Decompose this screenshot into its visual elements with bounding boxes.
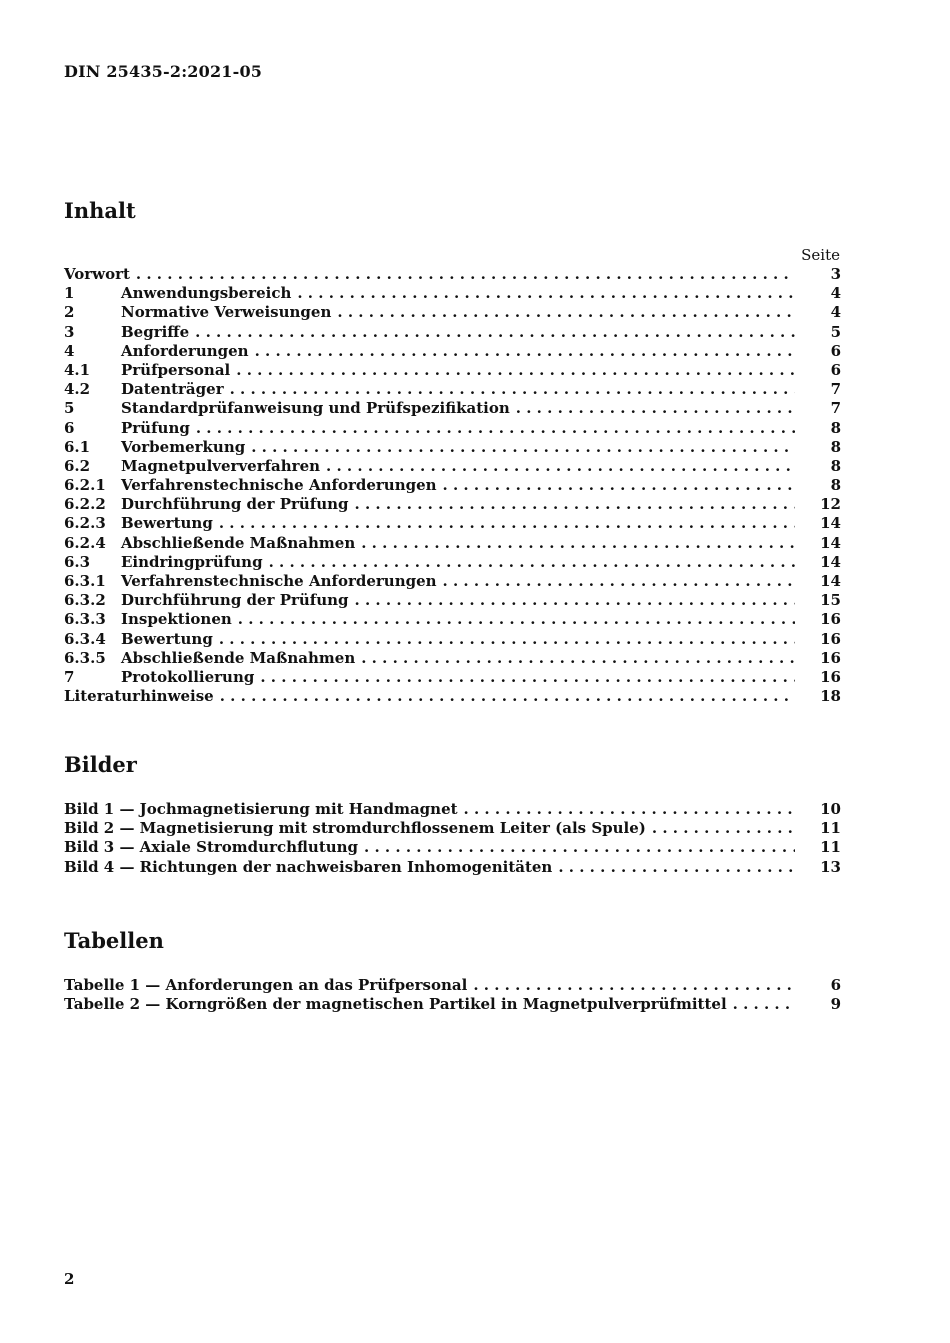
toc-entry-title: Tabelle 2 — Korngrößen der magnetischen Partikel in Magnetpulverprüfmittel <box>64 995 727 1014</box>
toc-entry[interactable] <box>64 323 841 342</box>
toc-entry-number: 3 <box>64 322 75 341</box>
toc-entry-title: Inspektionen <box>121 610 232 629</box>
toc-entry-title: Anforderungen <box>121 341 249 360</box>
dot-leader <box>219 630 795 649</box>
toc-entry-title: Eindringprüfung <box>121 552 263 571</box>
tables-heading: Tabellen <box>64 928 164 953</box>
toc-entry-number: 5 <box>64 399 75 418</box>
tables-list <box>64 976 841 1014</box>
toc-entry[interactable] <box>64 342 841 361</box>
toc-entry-page: 16 <box>820 629 841 648</box>
dot-leader <box>251 438 795 457</box>
toc-entry-title: Anwendungsbereich <box>121 284 292 303</box>
toc-entry-title: Protokollierung <box>121 667 255 686</box>
toc-entry-title: Bewertung <box>121 514 213 533</box>
toc-entry-number: 6.2.1 <box>64 476 106 495</box>
toc-entry-page: 8 <box>830 418 841 437</box>
toc-entry[interactable] <box>64 265 841 284</box>
contents-heading: Inhalt <box>64 198 136 223</box>
dot-leader <box>443 476 795 495</box>
toc-entry-page: 13 <box>820 857 841 876</box>
toc-entry-page: 11 <box>820 819 841 838</box>
toc-entry-title: Vorbemerkung <box>121 437 246 456</box>
toc-entry[interactable] <box>64 380 841 399</box>
dot-leader <box>364 838 795 857</box>
contents-list <box>64 265 841 706</box>
toc-entry[interactable] <box>64 514 841 533</box>
toc-entry-title: Tabelle 1 — Anforderungen an das Prüfpersonal <box>64 976 468 994</box>
dot-leader <box>337 303 795 322</box>
toc-entry[interactable] <box>64 610 841 629</box>
dot-leader <box>255 342 795 361</box>
toc-entry-title: Begriffe <box>121 322 190 341</box>
toc-entry-number: 2 <box>64 303 75 322</box>
toc-entry[interactable] <box>64 630 841 649</box>
toc-entry[interactable] <box>64 819 841 838</box>
figures-heading: Bilder <box>64 752 137 777</box>
toc-entry-page: 14 <box>820 552 841 571</box>
toc-entry-number: 6.3.4 <box>64 629 106 648</box>
dot-leader <box>196 419 795 438</box>
toc-entry[interactable] <box>64 976 841 995</box>
toc-entry-page: 3 <box>830 265 841 283</box>
toc-entry-page: 6 <box>830 976 841 994</box>
toc-entry-number: 6.1 <box>64 437 91 456</box>
toc-entry-number: 6.3.2 <box>64 591 106 610</box>
toc-entry-number: 6.3.1 <box>64 572 106 590</box>
toc-entry[interactable] <box>64 800 841 819</box>
dot-leader <box>220 687 795 706</box>
toc-entry-number: 6.3.5 <box>64 648 106 667</box>
toc-entry-page: 14 <box>820 514 841 533</box>
toc-entry[interactable] <box>64 995 841 1014</box>
toc-entry-title: Verfahrenstechnische Anforderungen <box>121 572 437 590</box>
toc-entry[interactable] <box>64 572 841 591</box>
dot-leader <box>361 649 795 668</box>
dot-leader <box>558 858 795 877</box>
toc-entry-page: 8 <box>830 456 841 475</box>
dot-leader <box>136 265 795 284</box>
toc-entry-number: 6.2.4 <box>64 533 106 552</box>
toc-entry-page: 15 <box>820 591 841 610</box>
dot-leader <box>269 553 795 572</box>
toc-entry-number: 6.2.2 <box>64 495 106 514</box>
toc-entry[interactable] <box>64 591 841 610</box>
toc-entry-title: Normative Verweisungen <box>121 303 332 322</box>
toc-entry[interactable] <box>64 534 841 553</box>
dot-leader <box>230 380 795 399</box>
dot-leader <box>443 572 795 591</box>
toc-entry-title: Durchführung der Prüfung <box>121 591 349 610</box>
toc-entry[interactable] <box>64 476 841 495</box>
toc-entry-title: Abschließende Maßnahmen <box>121 533 356 552</box>
toc-entry-page: 9 <box>830 995 841 1014</box>
toc-entry-page: 6 <box>830 341 841 360</box>
toc-entry[interactable] <box>64 553 841 572</box>
dot-leader <box>355 495 795 514</box>
toc-entry-title: Prüfung <box>121 418 190 437</box>
figures-list <box>64 800 841 877</box>
toc-entry-number: 6.3 <box>64 552 91 571</box>
page-number: 2 <box>64 1270 75 1288</box>
toc-entry-number: 6.2 <box>64 456 91 475</box>
toc-entry-number: 7 <box>64 667 75 686</box>
dot-leader <box>195 323 795 342</box>
toc-entry-page: 8 <box>830 476 841 495</box>
toc-entry-page: 16 <box>820 667 841 686</box>
toc-entry[interactable] <box>64 668 841 687</box>
dot-leader <box>355 591 795 610</box>
document-id: DIN 25435-2:2021-05 <box>64 62 263 81</box>
toc-entry-title: Magnetpulververfahren <box>121 456 321 475</box>
toc-entry-page: 16 <box>820 648 841 667</box>
page-column-label: Seite <box>801 246 840 264</box>
toc-entry-page: 14 <box>820 533 841 552</box>
toc-entry-page: 12 <box>820 495 841 514</box>
toc-entry-page: 6 <box>830 360 841 379</box>
toc-entry-number: 6.2.3 <box>64 514 106 533</box>
toc-entry[interactable] <box>64 438 841 457</box>
toc-entry[interactable] <box>64 284 841 303</box>
toc-entry-title: Bild 3 — Axiale Stromdurchflutung <box>64 838 359 857</box>
dot-leader <box>361 534 795 553</box>
dot-leader <box>652 819 795 838</box>
toc-entry-title: Standardprüfanweisung und Prüfspezifikation <box>121 399 510 418</box>
toc-entry[interactable] <box>64 838 841 857</box>
toc-entry-title: Bild 4 — Richtungen der nachweisbaren Inhomogenitäten <box>64 857 553 876</box>
toc-entry-page: 18 <box>820 687 841 706</box>
dot-leader <box>473 976 795 995</box>
toc-entry[interactable] <box>64 687 841 706</box>
toc-entry-number: 4 <box>64 341 75 360</box>
toc-entry-page: 10 <box>820 800 841 818</box>
toc-entry-number: 1 <box>64 284 75 303</box>
toc-entry-number: 6.3.3 <box>64 610 106 629</box>
toc-entry-page: 4 <box>830 303 841 322</box>
toc-entry-page: 5 <box>830 322 841 341</box>
toc-entry[interactable] <box>64 303 841 322</box>
toc-entry-title: Datenträger <box>121 380 224 399</box>
toc-entry[interactable] <box>64 419 841 438</box>
toc-entry[interactable] <box>64 361 841 380</box>
toc-entry-title: Verfahrenstechnische Anforderungen <box>121 476 437 495</box>
toc-entry-title: Literaturhinweise <box>64 687 214 706</box>
dot-leader <box>297 284 795 303</box>
toc-entry-page: 7 <box>830 399 841 418</box>
toc-entry-number: 4.2 <box>64 380 91 399</box>
dot-leader <box>219 514 795 533</box>
toc-entry-title: Bild 1 — Jochmagnetisierung mit Handmagnet <box>64 800 458 818</box>
dot-leader <box>260 668 795 687</box>
toc-entry[interactable] <box>64 399 841 418</box>
toc-entry[interactable] <box>64 495 841 514</box>
toc-entry[interactable] <box>64 457 841 476</box>
toc-entry-title: Bild 2 — Magnetisierung mit stromdurchflossenem Leiter (als Spule) <box>64 819 646 838</box>
toc-entry[interactable] <box>64 858 841 877</box>
toc-entry-page: 7 <box>830 380 841 399</box>
toc-entry-title: Prüfpersonal <box>121 360 231 379</box>
toc-entry-title: Abschließende Maßnahmen <box>121 648 356 667</box>
toc-entry-number: 6 <box>64 418 75 437</box>
dot-leader <box>516 399 795 418</box>
dot-leader <box>236 361 795 380</box>
toc-entry-page: 14 <box>820 572 841 590</box>
toc-entry-page: 4 <box>830 284 841 303</box>
toc-entry-title: Vorwort <box>64 265 130 283</box>
dot-leader <box>238 610 795 629</box>
toc-entry-title: Bewertung <box>121 629 213 648</box>
toc-entry-number: 4.1 <box>64 360 91 379</box>
dot-leader <box>464 800 795 819</box>
toc-entry-page: 16 <box>820 610 841 629</box>
toc-entry-title: Durchführung der Prüfung <box>121 495 349 514</box>
toc-entry[interactable] <box>64 649 841 668</box>
dot-leader <box>733 995 795 1014</box>
toc-entry-page: 11 <box>820 838 841 857</box>
dot-leader <box>326 457 795 476</box>
toc-entry-page: 8 <box>830 437 841 456</box>
